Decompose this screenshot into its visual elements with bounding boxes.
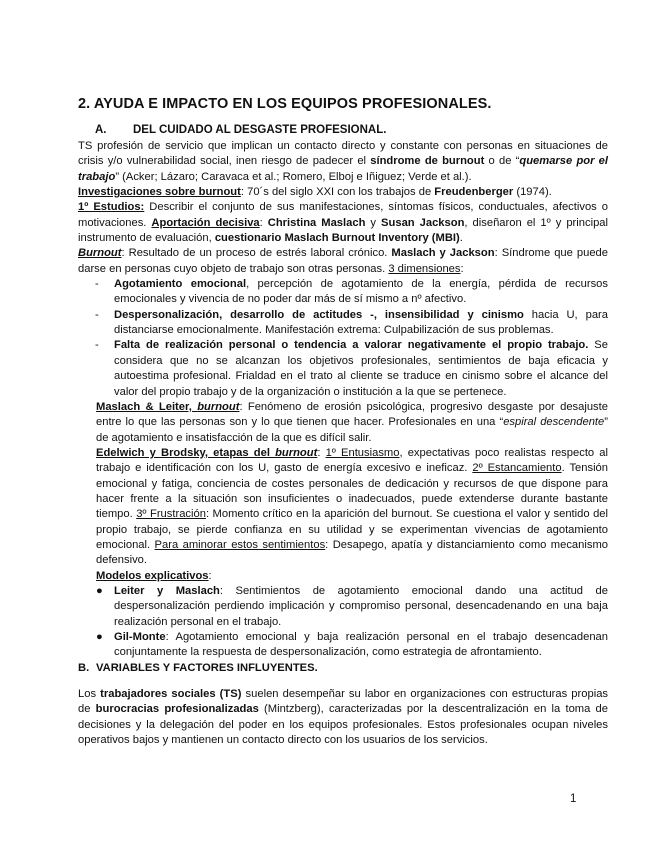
subsection-b-heading: B. VARIABLES Y FACTORES INFLUYENTES. <box>78 661 318 674</box>
page-number: 1 <box>570 793 577 805</box>
ts-paragraph: Los trabajadores sociales (TS) suelen desempeñar su labor en organizaciones con estructuras propias de burocracias profesionalizadas (Mintzberg), caracterizadas por la descentralización en la toma de decisiones y la delegación del poder en los equipos profesionales. Estos profesionales ocupan niveles operativos bajos y mantienen un contacto directo con los usuarios de los servicios. <box>78 688 609 747</box>
burnout-definition-paragraph: Burnout: Resultado de un proceso de estrés laboral crónico. Maslach y Jackson: Síndrome que puede darse en personas cuyo objeto de trabajo son otras personas. 3 dimensiones: <box>78 247 608 275</box>
list-item: ● Leiter y Maslach: Sentimientos de agotamiento emocional dando una actitud de despersonalización perdiendo implicación y compromiso personal, desencadenando en una baja realización personal en el trabajo. <box>96 584 608 628</box>
models-heading: Modelos explicativos: <box>96 569 212 582</box>
section-title: 2. AYUDA E IMPACTO EN LOS EQUIPOS PROFESIONALES. <box>78 96 492 112</box>
list-item: ● Gil-Monte: Agotamiento emocional y baja realización personal en el trabajo desencadenan conjuntamente la respuesta de despersonalización, como estrategia de afrontamiento. <box>96 631 608 659</box>
intro-paragraph: TS profesión de servicio que implican un contacto directo y constante con personas en situaciones de crisis y/o vulnerabilidad social, inen riesgo de padecer el síndrome de burnout o de “quemarse por el trabajo” (Acker; Lázaro; Caravaca et al.; Romero, Elboj e Iñiguez; Verde et al.). <box>78 140 609 183</box>
models-list <box>78 584 608 661</box>
dimensions-list <box>78 277 608 400</box>
list-item: - Agotamiento emocional, percepción de agotamiento de la energía, pérdida de recursos emocionales y vivencia de no poder dar más de sí mismo a nº afectivo. <box>95 278 608 306</box>
list-item: - Despersonalización, desarrollo de actitudes -, insensibilidad y cinismo hacia U, para distanciarse emocionalmente. Manifestación extrema: Culpabilización de sus problemas. <box>95 308 608 337</box>
subsection-a-heading <box>95 124 386 136</box>
research-paragraph: Investigaciones sobre burnout: 70´s del siglo XXI con los trabajos de Freudenberger (1974). <box>78 186 552 199</box>
document-body <box>78 139 608 748</box>
edelwich-brodsky-paragraph: Edelwich y Brodsky, etapas del burnout: 1º Entusiasmo, expectativas poco realistas respecto al trabajo e identificación con los U, gasto de energía excesivo e ineficaz. 2º Estancamiento. Tensión emocional y fatiga, conciencia de costes personales de dedicación y recursos de que dispone para hacer frente a la situación son insuficientes o inadecuados, puede extenderse durante bastante tiempo. 3º Frustración: Momento crítico en la aparición del burnout. Se cuestiona el valor y sentido del propio trabajo, se pierde confianza en su utilidad y se experimentan vivencias de agotamiento emocional. Para aminorar estos sentimientos: Desapego, apatía y distanciamiento como mecanismo defensivo. <box>96 446 609 567</box>
subsection-a-letter: A. <box>95 124 107 136</box>
first-studies-paragraph: 1º Estudios: Describir el conjunto de sus manifestaciones, síntomas físicos, conductuales, afectivos o motivaciones. Aportación decisiva: Christina Maslach y Susan Jackson, diseñaron el 1º y principal instrumento de evaluación, cuestionario Maslach Burnout Inventory (MBI). <box>78 201 608 245</box>
subsection-a-title: DEL CUIDADO AL DESGASTE PROFESIONAL. <box>133 124 387 136</box>
list-item: - Falta de realización personal o tendencia a valorar negativamente el propio trabajo. Se considera que no se alcanzan los objetivos profesionales, sentimientos de baja eficacia y autoestima profesional. Frialdad en el trato al cliente se traduce en cinismo sobre el alcance del valor del propio trabajo y de la organización o institución a la que se pertenece. <box>95 339 608 398</box>
maslach-leiter-paragraph: Maslach & Leiter, burnout: Fenómeno de erosión psicológica, progresivo desgaste por desajuste entre lo que las personas son y lo que tienen que hacer. Profesionales en una “espiral descendente” de agotamiento e insatisfacción de la que es difícil salir. <box>96 400 608 444</box>
